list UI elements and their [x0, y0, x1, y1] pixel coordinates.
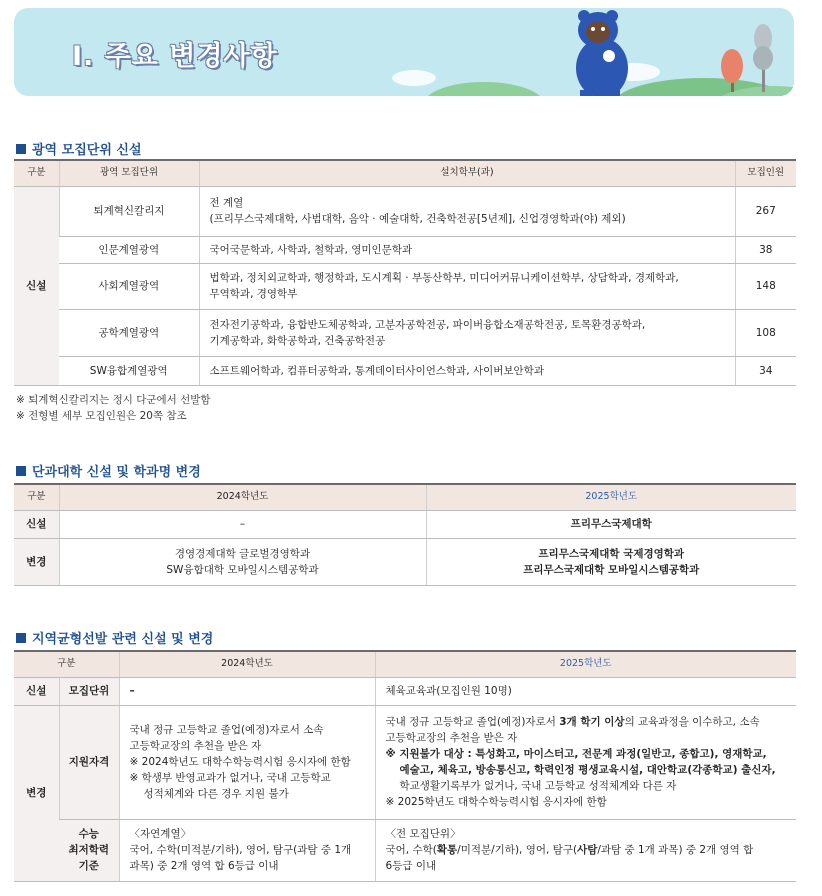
table-header-row — [14, 484, 796, 510]
table-row — [14, 236, 796, 263]
category-cell: 신설 — [14, 186, 59, 385]
section3-title: 지역균형선발 관련 신설 및 변경 — [16, 628, 213, 647]
dept-cell: 법학과, 정치외교학과, 행정학과, 도시계획 · 부동산학부, 미디어커뮤니케이션학부, 상담학과, 경제학과, 무역학과, 경영학부 — [199, 263, 735, 309]
subcategory-cell: 지원자격 — [59, 705, 119, 819]
header-gubun: 구분 — [14, 651, 119, 677]
header-gubun: 구분 — [14, 160, 59, 186]
dept-cell: 국어국문학과, 사학과, 철학과, 영미인문학과 — [199, 236, 735, 263]
header-2024: 2024학년도 — [119, 651, 375, 677]
header-2024: 2024학년도 — [59, 484, 426, 510]
table-row — [14, 677, 796, 705]
count-cell: 108 — [735, 309, 796, 356]
section2-table — [14, 483, 796, 586]
table-row — [14, 510, 796, 538]
section1-notes: ※ 퇴계혁신칼리지는 정시 다군에서 선발함 ※ 전형별 세부 모집인원은 20쪽 참조 — [16, 394, 211, 422]
table-row — [14, 356, 796, 385]
unit-cell: 공학계열광역 — [59, 309, 199, 356]
value-2025: 국내 정규 고등학교 졸업(예정)자로서 3개 학기 이상의 교육과정을 이수하고, 소속 고등학교장의 추천을 받은 자 ※ 지원불가 대상 : 특성화고, 마이스터고, 전문계 과정(일반고, 종합고), 영재학교, 예술고, 체육고, 방송통신고, 학력인정 평생교육시설, 대안학교(각종학교) 출신자, 학교생활기록부가 없거나, 국내 고등학교 성적체계와 다른 자 ※ 2025학년도 대학수학능력시험 응시자에 한함 — [375, 705, 796, 819]
header-dept: 설치학부(과) — [199, 160, 735, 186]
square-bullet-icon — [16, 633, 26, 643]
subcategory-cell: 모집단위 — [59, 677, 119, 705]
header-unit: 광역 모집단위 — [59, 160, 199, 186]
value-2025: 〈전 모집단위〉 국어, 수학(확통/미적분/기하), 영어, 탐구(사탐/과탐 중 1개 과목) 중 2개 영역 합 6등급 이내 — [375, 819, 796, 881]
value-2025: 프리무스국제대학 국제경영학과 프리무스국제대학 모바일시스템공학과 — [426, 538, 796, 585]
square-bullet-icon — [16, 144, 26, 154]
subcategory-cell: 수능 최저학력 기준 — [59, 819, 119, 881]
table-row — [14, 309, 796, 356]
table-row — [14, 705, 796, 819]
table-header-row — [14, 651, 796, 677]
square-bullet-icon — [16, 466, 26, 476]
table-row — [14, 186, 796, 236]
unit-cell: SW융합계열광역 — [59, 356, 199, 385]
dept-cell: 전 계열 (프리무스국제대학, 사범대학, 음악 · 예술대학, 건축학전공[5년제], 신업경영학과(야) 제외) — [199, 186, 735, 236]
value-2024: 경영경제대학 글로벌경영학과 SW융합대학 모바일시스템공학과 — [59, 538, 426, 585]
unit-cell: 퇴계혁신칼리지 — [59, 186, 199, 236]
value-2024: 〈자연계열〉 국어, 수학(미적분/기하), 영어, 탐구(과탐 중 1개 과목) 중 2개 영역 합 6등급 이내 — [119, 819, 375, 881]
category-cell: 신설 — [14, 677, 59, 705]
dept-cell: 소프트웨어학과, 컴퓨터공학과, 통계데이터사이언스학과, 사이버보안학과 — [199, 356, 735, 385]
section2-title: 단과대학 신설 및 학과명 변경 — [16, 461, 201, 480]
value-2024: – — [119, 677, 375, 705]
table-row — [14, 538, 796, 585]
table-row — [14, 263, 796, 309]
table-header-row — [14, 160, 796, 186]
section1-table — [14, 159, 796, 386]
value-2024: – — [59, 510, 426, 538]
header-gubun: 구분 — [14, 484, 59, 510]
count-cell: 34 — [735, 356, 796, 385]
header-count: 모집인원 — [735, 160, 796, 186]
value-2025: 프리무스국제대학 — [426, 510, 796, 538]
unit-cell: 인문계열광역 — [59, 236, 199, 263]
section1-title: 광역 모집단위 신설 — [16, 139, 142, 158]
category-cell: 변경 — [14, 538, 59, 585]
count-cell: 38 — [735, 236, 796, 263]
count-cell: 148 — [735, 263, 796, 309]
table-row — [14, 819, 796, 881]
category-cell: 변경 — [14, 705, 59, 881]
unit-cell: 사회계열광역 — [59, 263, 199, 309]
header-2025: 2025학년도 — [375, 651, 796, 677]
header-2025: 2025학년도 — [426, 484, 796, 510]
title-banner — [14, 8, 794, 96]
value-2024: 국내 정규 고등학교 졸업(예정)자로서 소속 고등학교장의 추천을 받은 자 ※ 2024학년도 대학수학능력시험 응시자에 한함 ※ 학생부 반영교과가 없거나, 국내 고등학교 성적체계와 다른 경우 지원 불가 — [119, 705, 375, 819]
page-title: Ⅰ. 주요 변경사항 — [72, 41, 278, 72]
category-cell: 신설 — [14, 510, 59, 538]
value-2025: 체육교육과(모집인원 10명) — [375, 677, 796, 705]
dept-cell: 전자전기공학과, 융합반도체공학과, 고분자공학전공, 파이버융합소재공학전공, 토목환경공학과, 기계공학과, 화학공학과, 건축공학전공 — [199, 309, 735, 356]
count-cell: 267 — [735, 186, 796, 236]
section3-table — [14, 650, 796, 882]
mascot-icon — [576, 10, 628, 96]
